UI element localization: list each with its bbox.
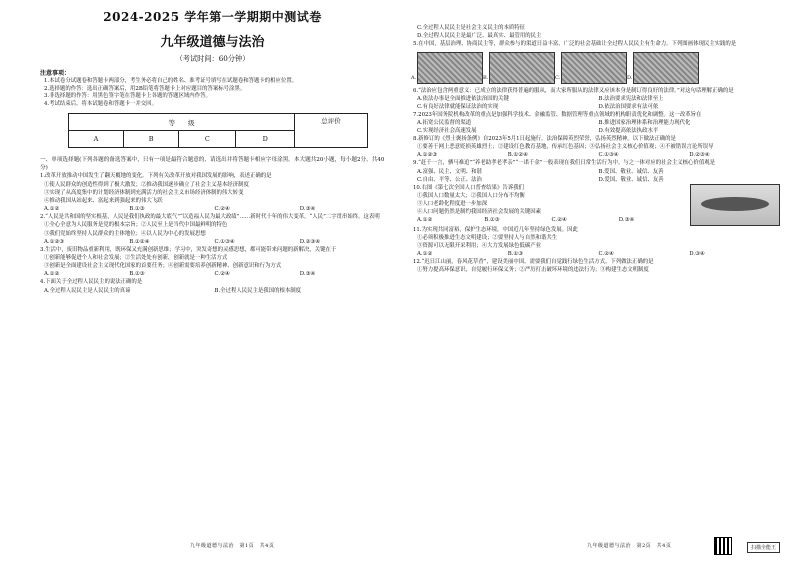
question-block — [413, 226, 780, 259]
answer-option[interactable]: B.①②④ — [507, 152, 528, 159]
question-block — [413, 24, 780, 40]
census-chart-image — [690, 184, 780, 226]
question-statement: ①全心全意为人民服务是党的根本宗旨；②人民至上是当代中国最鲜明的特色 — [44, 222, 228, 229]
question-stem: 11.为实现共同富裕，保护生态环境，中国近几年坚持绿色发展。因此 — [413, 226, 578, 233]
question-statement: ③资源可以无限开采利用；④大力发展绿色低碳产业 — [417, 243, 541, 250]
grade-cell[interactable]: B — [123, 131, 178, 148]
answer-option[interactable]: C.有良好法律就能保证法治的实现 — [417, 103, 499, 110]
scanner-logo: 扫描全能王 — [747, 542, 780, 553]
question-statement: C.全过程人民民主是社会主义民主的本质特征 — [417, 25, 526, 31]
answer-option[interactable]: D.②③④ — [689, 152, 710, 159]
grade-cell[interactable]: D — [236, 131, 295, 148]
question-statement: ①努力提高环保意识，自觉履行环保义务；②严厉打击破坏环境的违法行为；③构建生态文明制度 — [417, 267, 649, 274]
right-question-list — [413, 24, 780, 275]
answer-images — [411, 52, 780, 84]
answer-options — [413, 151, 780, 159]
question-statement: ①我国人口数量太大；②我国人口分布不均衡 — [417, 192, 525, 199]
question-statement: ①要善于网上恶意贬损英雄烈士；②建设红色教育基地，传承红色基因；③弘扬社会主义核心价值观；④不被错误言论所误导 — [417, 144, 714, 151]
question-stem: 9.“赶千一言，驷马难追”“养老助孝老孝亲”“一诺千金”一般表现在我们日常生活行为中。与之一体对应的社会主义核心价值观是 — [413, 160, 715, 167]
qr-code-icon — [714, 537, 732, 555]
question-block — [413, 258, 780, 274]
section-title: 一、单项选择题(下列各题的备选答案中，只有一项是最符合题意的，请选出并将答题卡相应字母涂黑。本大题共20小题，每小题2分，共40分) — [40, 157, 385, 172]
answer-options — [40, 270, 385, 278]
question-stem: 6.“法治应包含两重意义：已成立的法律获得普遍的服从，而大家所服从的法律又应该本身是制订得良好的法律。”对这句话理解正确的是 — [413, 87, 734, 94]
question-block — [40, 246, 385, 279]
question-stem: 1.改革开放推动中国发生了翻天覆地的变化。下列有关改革开放对我国发展的影响，表述正确的是 — [40, 173, 272, 180]
answer-option[interactable]: D.②③④ — [299, 238, 321, 245]
question-stem: 8.新修订的《烈士褒扬条例》自2023年5月1日起施行。法治保障英烈荣誉，弘扬英烈精神。以下做法正确的是 — [413, 136, 676, 143]
answer-option[interactable]: A.①②③ — [44, 238, 65, 245]
question-block — [40, 278, 385, 294]
answer-option[interactable]: C.自由、平等、公正、法治 — [417, 176, 482, 183]
question-block — [40, 172, 385, 213]
subject-title: 九年级道德与法治 — [160, 35, 265, 50]
answer-option[interactable]: B.①③ — [484, 217, 500, 224]
grade-header: 等 级 — [69, 114, 295, 131]
grade-cell[interactable]: C — [179, 131, 236, 148]
question-text — [413, 184, 686, 226]
note-item: 1.本试卷分试题卷和答题卡两部分，考生务必将自己的姓名、准考证号填写在试题卷和答题卡的相应位置。 — [44, 78, 298, 84]
answer-option[interactable]: C.②④ — [214, 206, 230, 213]
question-stem: 5.在中国，基层治理、协商民主等，群众参与的渠道日益丰富，广泛的社会基础让全过程人民民主有生命力。下列图画体现民主实践的是 — [413, 41, 737, 48]
answer-options — [413, 216, 686, 224]
answer-option[interactable]: A.全过程人民民主是人民民主的真谛 — [44, 287, 131, 294]
option-image — [483, 52, 555, 84]
question-statement: ①使人民群众的创造性得到了极大激发；②推动我国逐步确立了社会主义基本经济制度 — [44, 181, 249, 188]
answer-options — [413, 168, 780, 184]
answer-option[interactable]: B.①③ — [129, 206, 145, 213]
answer-option[interactable]: C.②④ — [551, 217, 567, 224]
question-statement: ④推动我国从站起来、富起来到强起来的伟大飞跃 — [44, 197, 163, 204]
option-image — [627, 52, 699, 84]
answer-option[interactable]: A.①② — [44, 271, 60, 278]
answer-option[interactable]: A.富强、民主、文明、和谐 — [417, 168, 482, 175]
question-block — [413, 40, 780, 83]
answer-option[interactable]: B.全过程人民民主是我国的根本制度 — [214, 287, 302, 294]
answer-option[interactable]: D.爱国、敬业、诚信、友善 — [598, 176, 664, 183]
answer-option[interactable]: D.③④ — [618, 217, 635, 224]
question-block — [413, 87, 780, 111]
answer-options — [413, 250, 780, 258]
answer-options — [40, 238, 385, 246]
question-stem: 10.右图《第七次全国人口普查结果》告诉我们 — [413, 184, 524, 191]
question-block — [413, 184, 780, 226]
answer-option[interactable]: B.①③ — [129, 271, 145, 278]
grade-table — [68, 113, 368, 148]
right-page — [397, 0, 794, 561]
answer-options — [40, 205, 385, 213]
question-statement: D.全过程人民民主是最广泛、最真实、最管用的民主 — [417, 33, 542, 40]
option-image — [411, 52, 483, 84]
left-question-list — [40, 172, 385, 294]
page-footer: 九年级道德与法治 第2页 共4页 — [587, 543, 672, 549]
question-stem: 7.2023年国务院机构改革的重点是加强科学技术、金融监管、数据管理等重点领域的机构职责优化和调整。这一改革旨在 — [413, 111, 702, 118]
answer-options — [413, 95, 780, 111]
option-label: A. — [411, 75, 417, 82]
question-block — [413, 159, 780, 183]
note-item: 2.选择题的作答：选出正确答案后，用2B铅笔将答题卡上对应题目的答案标号涂黑。 — [44, 85, 246, 92]
question-statement: ①必须积极推进生态文明建设；②要坚持人与自然和谐共生 — [417, 234, 558, 241]
answer-option[interactable]: C.②④ — [214, 271, 230, 278]
answer-options — [40, 287, 385, 295]
page-footer: 九年级道德与法治 第1页 共4页 — [190, 543, 275, 549]
question-statement: ④人口问题仍然是制约我国经济社会发展的关键因素 — [417, 209, 541, 216]
question-statement: ③人口老龄化程度进一步加深 — [417, 201, 488, 208]
answer-option[interactable]: D.有效提高依法执政水平 — [598, 128, 659, 135]
question-block — [413, 135, 780, 159]
question-block — [40, 213, 385, 246]
question-block — [413, 111, 780, 135]
answer-option[interactable]: B.①②④ — [129, 238, 150, 245]
option-label: D. — [627, 75, 633, 82]
answer-option[interactable]: A.①② — [417, 251, 433, 258]
answer-option[interactable]: B.爱国、敬业、诚信、友善 — [598, 168, 664, 175]
grade-cell[interactable]: A — [69, 131, 124, 148]
question-stem: 4.下面关于全过程人民民主的说法正确的是 — [40, 279, 143, 286]
comment-header: 总评价 — [295, 114, 368, 148]
answer-option[interactable]: D.③④ — [299, 206, 316, 213]
answer-option[interactable]: C.①③④ — [214, 238, 235, 245]
option-label: B. — [483, 75, 489, 82]
question-statement: ③创新是全面建设社会主义现代化国家的首要任务；④创新需要培养创新精神、创新意识和行为方式 — [44, 263, 282, 270]
answer-option[interactable]: D.③④ — [299, 271, 316, 278]
option-label: C. — [555, 75, 561, 82]
question-with-chart — [413, 184, 780, 226]
answer-option[interactable]: D.③④ — [689, 251, 705, 258]
answer-option[interactable]: A.①② — [44, 206, 60, 213]
note-item: 3.非选择题的作答：用黑色签字笔在答题卡上各题的答题区域内作答。 — [44, 93, 211, 100]
answer-option[interactable]: B.法治要求宪法和法律至上 — [598, 95, 664, 102]
question-stem: 3.生活中，废旧物品重新利用，既环保又充满创新思维；学习中，突发奇想的灵感思想，都可能带来问题的新解决，关键在于 — [40, 246, 337, 253]
question-stem: 2.“人民是共和国的坚实根基，人民是我们执政的最大底气”“以造福人民为最大政绩”……新时代十年的伟大变革，“人民”二字贯串始终。这表明 — [40, 214, 380, 221]
question-statement: ③我们党始终坚持人民群众的主体地位；④以人民为中心的发展思想 — [44, 230, 206, 237]
note-item: 4.考试结束后，将本试题卷和答题卡一并交回。 — [44, 100, 157, 107]
answer-option[interactable]: A.依法办事是全面推进依法治国的关键 — [417, 95, 509, 102]
answer-option[interactable]: A.①② — [417, 217, 433, 224]
answer-option[interactable]: C.实现经济社会高速发展 — [417, 128, 477, 135]
answer-option[interactable]: D.依法治国要求有法可依 — [598, 103, 659, 110]
answer-options — [413, 119, 780, 135]
notes-title: 注意事项： — [40, 70, 71, 77]
option-image — [555, 52, 627, 84]
answer-option[interactable]: A.①②③ — [417, 152, 438, 159]
answer-option[interactable]: B.①③ — [507, 251, 524, 258]
exam-time: （考试时间：60分钟） — [175, 54, 250, 63]
answer-option[interactable]: C.①③④ — [598, 152, 619, 159]
question-stem: 12.“迟日江山丽，春风花草香”，建设美丽中国，需要我们自觉践行绿色生活方式。下列做法正确的是 — [413, 259, 654, 266]
exam-title: 2024-2025 学年第一学期期中测试卷 — [103, 10, 322, 24]
question-statement: ①创新能够促进个人和社会发展；②生活处处有创新，创新就是一种生活方式 — [44, 255, 228, 261]
question-statement: ③实现了从高度集中的计划经济体制到充满活力的社会主义市场经济体制的伟大转变 — [44, 189, 244, 196]
answer-option[interactable]: C.②④ — [598, 251, 614, 258]
answer-option[interactable]: A.拓宽公民监督的渠道 — [417, 120, 472, 127]
answer-option[interactable]: B.推进国家治理体系和治理能力现代化 — [598, 120, 691, 127]
